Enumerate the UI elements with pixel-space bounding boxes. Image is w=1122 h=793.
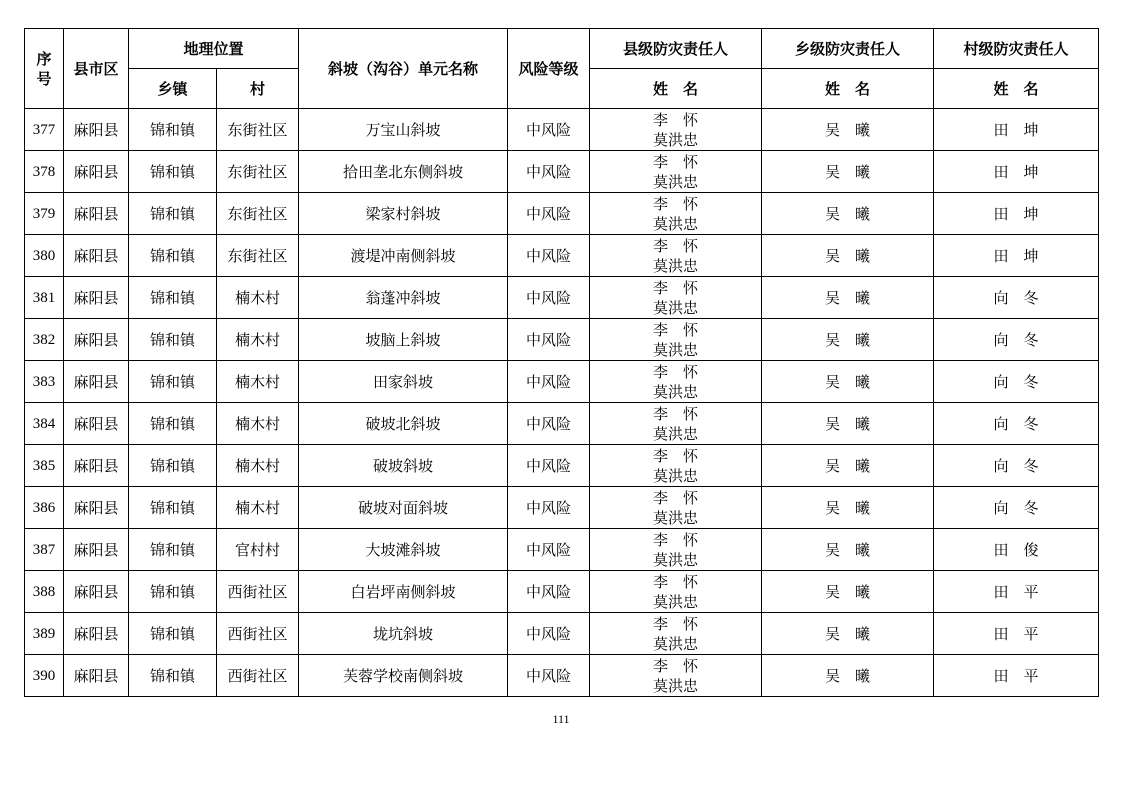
page-number: 111: [552, 712, 570, 726]
county-person-2: 莫洪忠: [653, 172, 699, 191]
cell-no: 388: [25, 571, 64, 613]
cell-township: 锦和镇: [129, 529, 217, 571]
cell-village: 东街社区: [217, 109, 299, 151]
cell-village: 楠木村: [217, 277, 299, 319]
cell-county-resp: [590, 445, 762, 487]
table-row: [25, 151, 1099, 193]
header-seq: 序 号: [25, 29, 64, 109]
cell-county: 麻阳县: [64, 235, 129, 277]
cell-village-resp: 田 俊: [934, 529, 1099, 571]
county-person-2: 莫洪忠: [653, 676, 699, 695]
cell-township: 锦和镇: [129, 445, 217, 487]
cell-no: 385: [25, 445, 64, 487]
cell-town-resp: 吴 曦: [762, 361, 934, 403]
table-row: [25, 655, 1099, 697]
cell-slope-name: 破坡对面斜坡: [299, 487, 508, 529]
county-person-2: 莫洪忠: [653, 424, 699, 443]
cell-village-resp: 向 冬: [934, 445, 1099, 487]
cell-risk: 中风险: [508, 613, 590, 655]
cell-village-resp: 田 坤: [934, 193, 1099, 235]
county-person-1: 李 怀: [653, 530, 699, 549]
cell-village: 楠木村: [217, 361, 299, 403]
header-geo: 地理位置: [129, 29, 299, 69]
cell-village: 楠木村: [217, 445, 299, 487]
cell-no: 390: [25, 655, 64, 697]
cell-slope-name: 垅坑斜坡: [299, 613, 508, 655]
cell-county: 麻阳县: [64, 193, 129, 235]
cell-village: 楠木村: [217, 319, 299, 361]
cell-no: 377: [25, 109, 64, 151]
county-person-1: 李 怀: [653, 152, 699, 171]
cell-township: 锦和镇: [129, 277, 217, 319]
cell-town-resp: 吴 曦: [762, 571, 934, 613]
cell-county-resp: [590, 109, 762, 151]
cell-township: 锦和镇: [129, 487, 217, 529]
table-row: [25, 571, 1099, 613]
cell-county-resp: [590, 655, 762, 697]
cell-no: 378: [25, 151, 64, 193]
cell-county-resp: [590, 613, 762, 655]
cell-town-resp: 吴 曦: [762, 235, 934, 277]
cell-risk: 中风险: [508, 655, 590, 697]
cell-township: 锦和镇: [129, 361, 217, 403]
header-county: 县市区: [64, 29, 129, 109]
cell-risk: 中风险: [508, 403, 590, 445]
cell-town-resp: 吴 曦: [762, 109, 934, 151]
cell-county-resp: [590, 529, 762, 571]
cell-town-resp: 吴 曦: [762, 277, 934, 319]
county-person-1: 李 怀: [653, 614, 699, 633]
cell-village-resp: 田 坤: [934, 235, 1099, 277]
table-header: [25, 29, 1099, 109]
table-row: [25, 109, 1099, 151]
cell-risk: 中风险: [508, 277, 590, 319]
cell-slope-name: 芙蓉学校南侧斜坡: [299, 655, 508, 697]
cell-town-resp: 吴 曦: [762, 613, 934, 655]
county-person-2: 莫洪忠: [653, 508, 699, 527]
county-person-2: 莫洪忠: [653, 466, 699, 485]
cell-county-resp: [590, 487, 762, 529]
cell-county: 麻阳县: [64, 445, 129, 487]
cell-no: 384: [25, 403, 64, 445]
cell-county-resp: [590, 235, 762, 277]
cell-county: 麻阳县: [64, 571, 129, 613]
table-row: [25, 529, 1099, 571]
county-person-1: 李 怀: [653, 278, 699, 297]
table-row: [25, 613, 1099, 655]
cell-town-resp: 吴 曦: [762, 403, 934, 445]
county-person-2: 莫洪忠: [653, 130, 699, 149]
cell-county: 麻阳县: [64, 529, 129, 571]
cell-risk: 中风险: [508, 193, 590, 235]
cell-no: 381: [25, 277, 64, 319]
cell-no: 386: [25, 487, 64, 529]
cell-village-resp: 向 冬: [934, 277, 1099, 319]
cell-county: 麻阳县: [64, 277, 129, 319]
cell-slope-name: 破坡北斜坡: [299, 403, 508, 445]
cell-village: 东街社区: [217, 193, 299, 235]
cell-township: 锦和镇: [129, 403, 217, 445]
cell-county: 麻阳县: [64, 151, 129, 193]
cell-village: 东街社区: [217, 151, 299, 193]
table-row: [25, 403, 1099, 445]
cell-village-resp: 向 冬: [934, 361, 1099, 403]
table-row: [25, 235, 1099, 277]
county-person-1: 李 怀: [653, 572, 699, 591]
cell-no: 382: [25, 319, 64, 361]
cell-no: 383: [25, 361, 64, 403]
cell-county-resp: [590, 277, 762, 319]
header-slope-name: 斜坡（沟谷）单元名称: [299, 29, 508, 109]
county-person-1: 李 怀: [653, 110, 699, 129]
county-person-1: 李 怀: [653, 404, 699, 423]
county-person-2: 莫洪忠: [653, 340, 699, 359]
cell-county-resp: [590, 403, 762, 445]
cell-county: 麻阳县: [64, 403, 129, 445]
table-row: [25, 361, 1099, 403]
cell-no: 387: [25, 529, 64, 571]
county-person-1: 李 怀: [653, 656, 699, 675]
cell-village-resp: 向 冬: [934, 403, 1099, 445]
table-row: [25, 319, 1099, 361]
county-person-2: 莫洪忠: [653, 550, 699, 569]
header-risk: 风险等级: [508, 29, 590, 109]
cell-slope-name: 拾田垄北东侧斜坡: [299, 151, 508, 193]
cell-town-resp: 吴 曦: [762, 487, 934, 529]
cell-risk: 中风险: [508, 151, 590, 193]
county-person-2: 莫洪忠: [653, 256, 699, 275]
cell-township: 锦和镇: [129, 655, 217, 697]
table-body: [25, 109, 1099, 697]
header-village-name-label: 姓 名: [934, 69, 1099, 109]
disaster-responsibility-table: [24, 28, 1099, 697]
table-row: [25, 445, 1099, 487]
cell-village-resp: 田 坤: [934, 151, 1099, 193]
cell-county-resp: [590, 361, 762, 403]
cell-no: 389: [25, 613, 64, 655]
cell-county-resp: [590, 571, 762, 613]
county-person-2: 莫洪忠: [653, 592, 699, 611]
cell-township: 锦和镇: [129, 235, 217, 277]
header-village-resp: 村级防灾责任人: [934, 29, 1099, 69]
table-row: [25, 487, 1099, 529]
cell-slope-name: 白岩坪南侧斜坡: [299, 571, 508, 613]
cell-county-resp: [590, 193, 762, 235]
cell-slope-name: 翁蓬冲斜坡: [299, 277, 508, 319]
cell-town-resp: 吴 曦: [762, 319, 934, 361]
cell-township: 锦和镇: [129, 109, 217, 151]
cell-no: 380: [25, 235, 64, 277]
cell-township: 锦和镇: [129, 193, 217, 235]
cell-village-resp: 向 冬: [934, 319, 1099, 361]
cell-village: 西街社区: [217, 571, 299, 613]
cell-slope-name: 大坡滩斜坡: [299, 529, 508, 571]
header-township: 乡镇: [129, 69, 217, 109]
cell-village: 东街社区: [217, 235, 299, 277]
cell-county: 麻阳县: [64, 613, 129, 655]
cell-risk: 中风险: [508, 361, 590, 403]
cell-village-resp: 田 平: [934, 613, 1099, 655]
cell-slope-name: 梁家村斜坡: [299, 193, 508, 235]
county-person-2: 莫洪忠: [653, 634, 699, 653]
header-county-resp: 县级防灾责任人: [590, 29, 762, 69]
cell-village: 西街社区: [217, 613, 299, 655]
cell-no: 379: [25, 193, 64, 235]
cell-town-resp: 吴 曦: [762, 529, 934, 571]
county-person-1: 李 怀: [653, 236, 699, 255]
county-person-1: 李 怀: [653, 488, 699, 507]
cell-risk: 中风险: [508, 487, 590, 529]
county-person-2: 莫洪忠: [653, 214, 699, 233]
cell-slope-name: 坡脑上斜坡: [299, 319, 508, 361]
table-row: [25, 193, 1099, 235]
header-town-name-label: 姓 名: [762, 69, 934, 109]
header-village: 村: [217, 69, 299, 109]
cell-county: 麻阳县: [64, 319, 129, 361]
county-person-1: 李 怀: [653, 320, 699, 339]
cell-risk: 中风险: [508, 445, 590, 487]
county-person-2: 莫洪忠: [653, 382, 699, 401]
cell-village-resp: 向 冬: [934, 487, 1099, 529]
cell-village-resp: 田 平: [934, 655, 1099, 697]
cell-village: 楠木村: [217, 403, 299, 445]
cell-village: 西街社区: [217, 655, 299, 697]
county-person-2: 莫洪忠: [653, 298, 699, 317]
cell-county: 麻阳县: [64, 487, 129, 529]
header-town-resp: 乡级防灾责任人: [762, 29, 934, 69]
cell-township: 锦和镇: [129, 319, 217, 361]
cell-township: 锦和镇: [129, 613, 217, 655]
county-person-1: 李 怀: [653, 362, 699, 381]
cell-town-resp: 吴 曦: [762, 151, 934, 193]
cell-county: 麻阳县: [64, 655, 129, 697]
cell-risk: 中风险: [508, 529, 590, 571]
cell-town-resp: 吴 曦: [762, 193, 934, 235]
cell-county-resp: [590, 319, 762, 361]
cell-risk: 中风险: [508, 109, 590, 151]
cell-slope-name: 万宝山斜坡: [299, 109, 508, 151]
cell-risk: 中风险: [508, 235, 590, 277]
cell-village: 楠木村: [217, 487, 299, 529]
cell-township: 锦和镇: [129, 571, 217, 613]
cell-risk: 中风险: [508, 571, 590, 613]
cell-village-resp: 田 坤: [934, 109, 1099, 151]
cell-risk: 中风险: [508, 319, 590, 361]
county-person-1: 李 怀: [653, 446, 699, 465]
cell-village-resp: 田 平: [934, 571, 1099, 613]
county-person-1: 李 怀: [653, 194, 699, 213]
cell-village: 官村村: [217, 529, 299, 571]
cell-township: 锦和镇: [129, 151, 217, 193]
table-row: [25, 277, 1099, 319]
cell-county-resp: [590, 151, 762, 193]
cell-slope-name: 破坡斜坡: [299, 445, 508, 487]
cell-slope-name: 渡堤冲南侧斜坡: [299, 235, 508, 277]
cell-county: 麻阳县: [64, 361, 129, 403]
cell-town-resp: 吴 曦: [762, 655, 934, 697]
cell-town-resp: 吴 曦: [762, 445, 934, 487]
cell-county: 麻阳县: [64, 109, 129, 151]
cell-slope-name: 田家斜坡: [299, 361, 508, 403]
header-county-name-label: 姓 名: [590, 69, 762, 109]
